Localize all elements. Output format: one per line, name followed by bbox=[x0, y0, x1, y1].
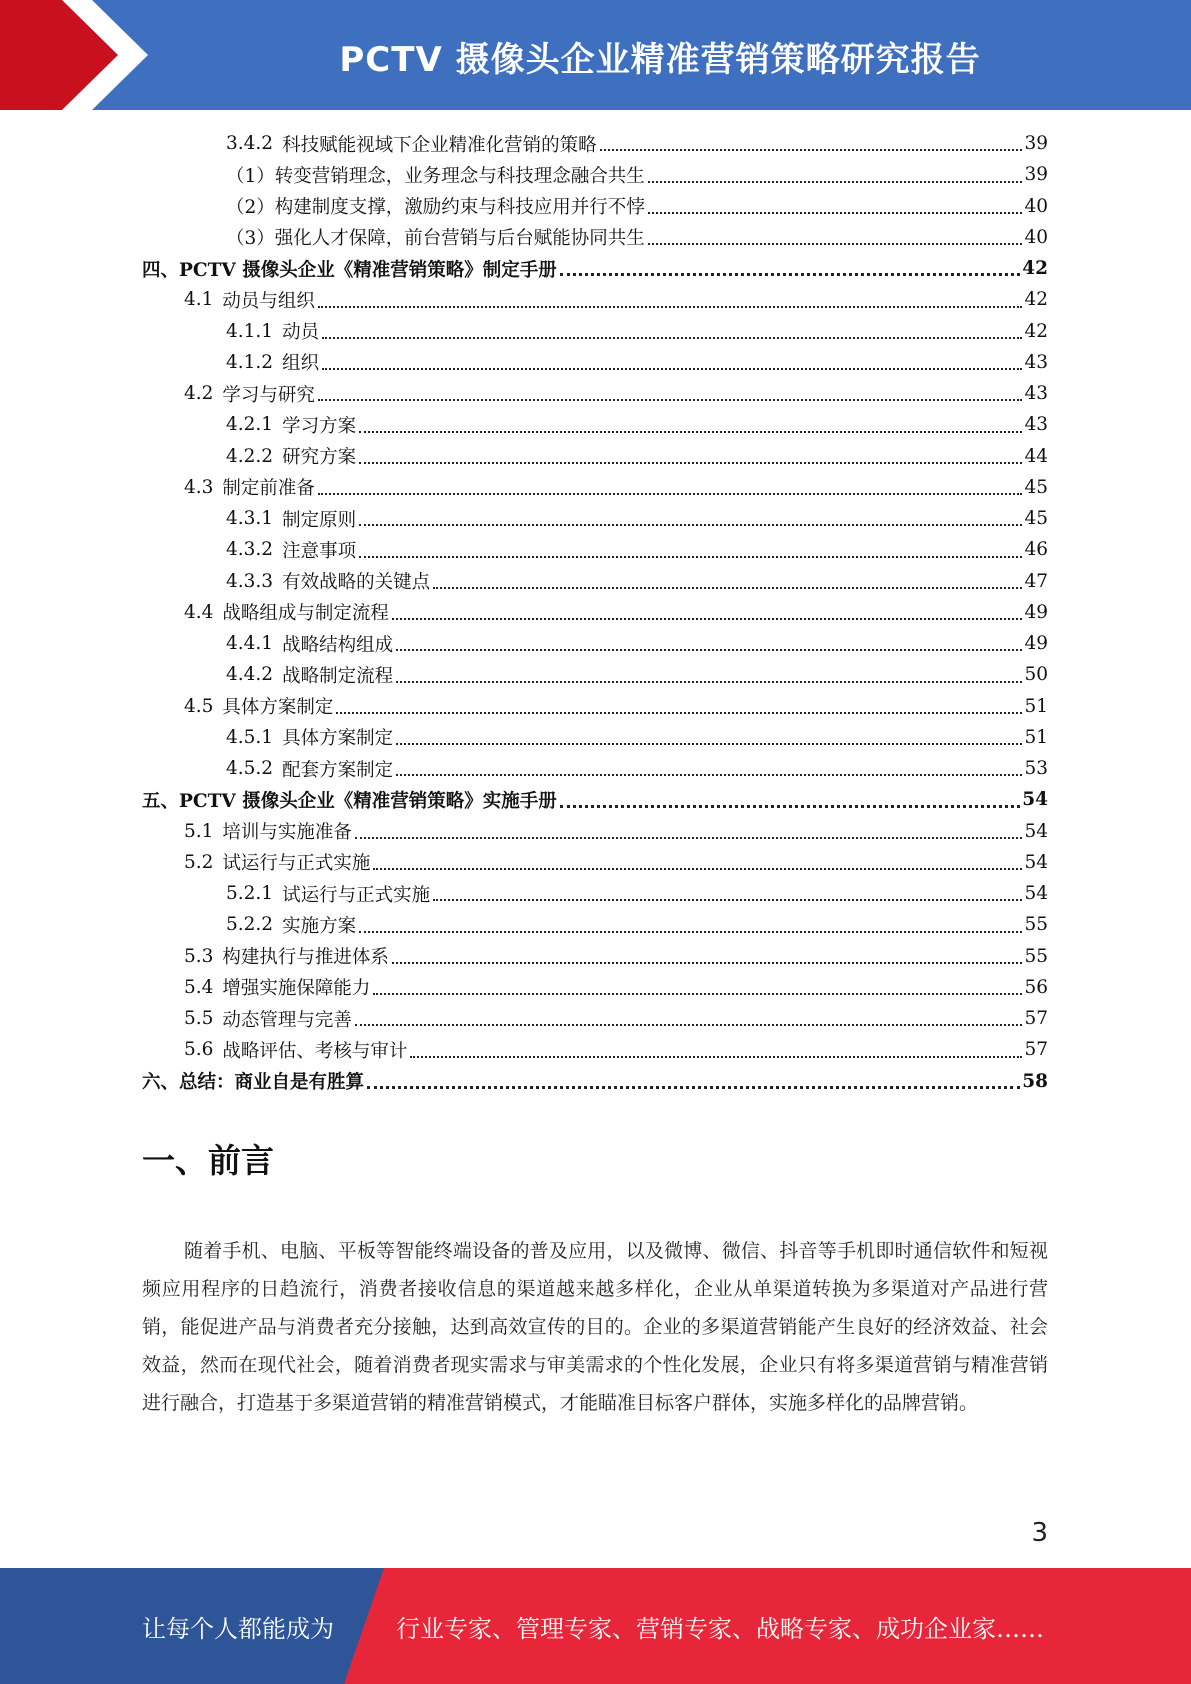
toc-entry-number: 4.3.3 bbox=[226, 570, 274, 592]
toc-entry-page: 43 bbox=[1024, 414, 1048, 436]
toc-dot-leader bbox=[367, 1086, 1020, 1089]
toc-dot-leader bbox=[359, 431, 1022, 433]
toc-entry-title: 战略组成与制定流程 bbox=[222, 603, 389, 625]
toc-entry[interactable] bbox=[142, 128, 1048, 159]
toc-entry-page: 55 bbox=[1024, 914, 1048, 936]
toc-entry[interactable] bbox=[142, 566, 1048, 597]
toc-entry-title: 战略制定流程 bbox=[282, 665, 394, 687]
toc-entry-title: 试运行与正式实施 bbox=[282, 884, 431, 906]
toc-entry-title: （2）构建制度支撑，激励约束与科技应用并行不悖 bbox=[226, 197, 645, 219]
toc-entry-page: 39 bbox=[1024, 164, 1048, 186]
page-header bbox=[0, 0, 1191, 110]
toc-entry-number: 4.4.1 bbox=[226, 633, 274, 655]
toc-entry[interactable] bbox=[142, 316, 1048, 347]
toc-entry-page: 57 bbox=[1024, 1008, 1048, 1030]
toc-entry-number: 4.3 bbox=[184, 476, 214, 498]
toc-entry-title: 学习方案 bbox=[282, 415, 357, 437]
toc-entry-title: 动员与组织 bbox=[222, 290, 315, 312]
toc-entry-page: 40 bbox=[1024, 226, 1048, 248]
toc-dot-leader bbox=[322, 368, 1022, 370]
page-footer bbox=[0, 1568, 1191, 1684]
table-of-contents bbox=[142, 128, 1048, 1097]
toc-entry[interactable] bbox=[142, 691, 1048, 722]
toc-entry-number: 4.3.1 bbox=[226, 508, 274, 530]
toc-entry[interactable] bbox=[142, 628, 1048, 659]
toc-entry[interactable] bbox=[142, 722, 1048, 753]
toc-entry-page: 42 bbox=[1022, 258, 1048, 280]
toc-entry-number: 4.5 bbox=[184, 695, 214, 717]
toc-dot-leader bbox=[318, 399, 1023, 401]
toc-entry-title: 动态管理与完善 bbox=[222, 1009, 352, 1031]
toc-entry-page: 47 bbox=[1024, 570, 1048, 592]
toc-dot-leader bbox=[359, 556, 1022, 558]
toc-entry[interactable] bbox=[142, 1034, 1048, 1065]
toc-entry-title: （1）转变营销理念，业务理念与科技理念融合共生 bbox=[226, 165, 645, 187]
toc-dot-leader bbox=[392, 962, 1023, 964]
toc-entry-title: 增强实施保障能力 bbox=[222, 978, 371, 1000]
toc-entry-title: 具体方案制定 bbox=[222, 697, 334, 719]
toc-entry-page: 45 bbox=[1024, 508, 1048, 530]
toc-entry-page: 49 bbox=[1024, 601, 1048, 623]
toc-entry-title: 构建执行与推进体系 bbox=[222, 947, 389, 969]
toc-entry[interactable] bbox=[142, 941, 1048, 972]
toc-entry-title: 具体方案制定 bbox=[282, 728, 394, 750]
toc-entry-number: 4.5.1 bbox=[226, 726, 274, 748]
toc-dot-leader bbox=[396, 774, 1022, 776]
toc-entry-title: 实施方案 bbox=[282, 915, 357, 937]
section-heading: 一、前言 bbox=[142, 1141, 274, 1180]
toc-dot-leader bbox=[359, 931, 1022, 933]
toc-entry-number: 4.2.2 bbox=[226, 445, 274, 467]
toc-entry-page: 40 bbox=[1024, 195, 1048, 217]
toc-entry-title: 研究方案 bbox=[282, 447, 357, 469]
toc-entry-page: 44 bbox=[1024, 445, 1048, 467]
toc-entry-number: 4.2.1 bbox=[226, 414, 274, 436]
toc-dot-leader bbox=[560, 805, 1021, 808]
toc-entry-title: 制定前准备 bbox=[222, 478, 315, 500]
toc-entry-number: 5.4 bbox=[184, 976, 214, 998]
toc-entry-title: 五、PCTV 摄像头企业《精准营销策略》实施手册 bbox=[142, 790, 557, 812]
toc-entry-number: 5.2.1 bbox=[226, 883, 274, 905]
toc-entry-title: 配套方案制定 bbox=[282, 759, 394, 781]
body-paragraph: 随着手机、电脑、平板等智能终端设备的普及应用，以及微博、微信、抖音等手机即时通信软件和短视频应用程序的日趋流行，消费者接收信息的渠道越来越多样化，企业从单渠道转换为多渠道对产品进行营销，能促进产品与消费者充分接触，达到高效宣传的目的。企业的多渠道营销能产生良好的经济效益、社会效益，然而在现代社会，随着消费者现实需求与审美需求的个性化发展，企业只有将多渠道营销与精准营销进行融合，打造基于多渠道营销的精准营销模式，才能瞄准目标客户群体，实施多样化的品牌营销。 bbox=[142, 1240, 1048, 1414]
toc-entry-title: 科技赋能视域下企业精准化营销的策略 bbox=[282, 134, 597, 156]
toc-entry[interactable] bbox=[142, 472, 1048, 503]
toc-dot-leader bbox=[396, 649, 1022, 651]
toc-entry-number: 4.4.2 bbox=[226, 664, 274, 686]
toc-entry[interactable] bbox=[142, 378, 1048, 409]
toc-dot-leader bbox=[392, 618, 1023, 620]
toc-entry-title: 培训与实施准备 bbox=[222, 822, 352, 844]
toc-entry[interactable] bbox=[142, 753, 1048, 784]
toc-dot-leader bbox=[355, 837, 1023, 839]
toc-entry-title: 学习与研究 bbox=[222, 384, 315, 406]
toc-dot-leader bbox=[373, 993, 1022, 995]
toc-entry-number: 5.5 bbox=[184, 1008, 214, 1030]
toc-entry-number: 5.3 bbox=[184, 945, 214, 967]
toc-dot-leader bbox=[560, 273, 1021, 276]
toc-entry-page: 55 bbox=[1024, 945, 1048, 967]
toc-entry-title: 四、PCTV 摄像头企业《精准营销策略》制定手册 bbox=[142, 259, 557, 281]
toc-entry-number: 3.4.2 bbox=[226, 133, 274, 155]
document-title: PCTV 摄像头企业精准营销策略研究报告 bbox=[339, 39, 981, 80]
toc-entry-number: 4.5.2 bbox=[226, 758, 274, 780]
toc-entry[interactable] bbox=[142, 222, 1048, 253]
toc-entry-title: 组织 bbox=[282, 353, 320, 375]
toc-dot-leader bbox=[648, 212, 1023, 214]
toc-dot-leader bbox=[359, 524, 1022, 526]
toc-entry-page: 46 bbox=[1024, 539, 1048, 561]
toc-entry-number: 4.2 bbox=[184, 383, 214, 405]
toc-dot-leader bbox=[373, 868, 1022, 870]
toc-entry-page: 43 bbox=[1024, 383, 1048, 405]
toc-dot-leader bbox=[433, 587, 1022, 589]
toc-entry-number: 5.2 bbox=[184, 851, 214, 873]
toc-dot-leader bbox=[355, 1024, 1023, 1026]
toc-entry[interactable] bbox=[142, 1003, 1048, 1034]
toc-entry[interactable] bbox=[142, 191, 1048, 222]
toc-dot-leader bbox=[396, 681, 1022, 683]
toc-dot-leader bbox=[396, 743, 1022, 745]
toc-entry-title: 有效战略的关键点 bbox=[282, 572, 431, 594]
toc-dot-leader bbox=[600, 149, 1023, 151]
toc-entry-page: 54 bbox=[1024, 820, 1048, 842]
toc-entry-page: 58 bbox=[1022, 1070, 1048, 1092]
toc-entry[interactable] bbox=[142, 284, 1048, 315]
toc-dot-leader bbox=[318, 306, 1023, 308]
toc-entry[interactable] bbox=[142, 409, 1048, 440]
toc-entry-number: 4.4 bbox=[184, 601, 214, 623]
toc-entry-page: 54 bbox=[1024, 851, 1048, 873]
toc-entry-number: 4.1.1 bbox=[226, 320, 274, 342]
toc-dot-leader bbox=[318, 493, 1023, 495]
toc-entry-title: 试运行与正式实施 bbox=[222, 853, 371, 875]
toc-entry-title: 动员 bbox=[282, 322, 320, 344]
toc-entry-title: 六、总结：商业自是有胜算 bbox=[142, 1072, 365, 1094]
toc-entry-page: 45 bbox=[1024, 476, 1048, 498]
toc-entry-page: 53 bbox=[1024, 758, 1048, 780]
toc-dot-leader bbox=[648, 243, 1023, 245]
toc-entry-page: 51 bbox=[1024, 695, 1048, 717]
toc-entry-number: 4.3.2 bbox=[226, 539, 274, 561]
toc-entry-page: 49 bbox=[1024, 633, 1048, 655]
toc-entry-page: 54 bbox=[1024, 883, 1048, 905]
toc-entry[interactable] bbox=[142, 847, 1048, 878]
toc-entry-title: 战略结构组成 bbox=[282, 634, 394, 656]
toc-entry-page: 42 bbox=[1024, 320, 1048, 342]
toc-entry-page: 56 bbox=[1024, 976, 1048, 998]
footer-slogan-left: 让每个人都能成为 bbox=[142, 1614, 334, 1643]
toc-dot-leader bbox=[648, 181, 1023, 183]
toc-dot-leader bbox=[322, 337, 1022, 339]
page-number: 3 bbox=[1031, 1518, 1048, 1548]
toc-entry[interactable] bbox=[142, 784, 1048, 815]
toc-entry-title: 注意事项 bbox=[282, 540, 357, 562]
toc-entry[interactable] bbox=[142, 534, 1048, 565]
toc-entry[interactable] bbox=[142, 1066, 1048, 1097]
toc-entry-page: 54 bbox=[1022, 789, 1048, 811]
toc-entry[interactable] bbox=[142, 159, 1048, 190]
toc-entry-number: 5.6 bbox=[184, 1039, 214, 1061]
header-arrow-decoration bbox=[0, 0, 260, 110]
toc-entry[interactable] bbox=[142, 878, 1048, 909]
toc-entry[interactable] bbox=[142, 503, 1048, 534]
toc-entry-page: 43 bbox=[1024, 351, 1048, 373]
toc-entry[interactable] bbox=[142, 909, 1048, 940]
toc-entry-number: 4.1.2 bbox=[226, 351, 274, 373]
toc-entry-page: 57 bbox=[1024, 1039, 1048, 1061]
toc-entry[interactable] bbox=[142, 253, 1048, 284]
toc-dot-leader bbox=[336, 712, 1022, 714]
toc-entry-page: 51 bbox=[1024, 726, 1048, 748]
toc-entry[interactable] bbox=[142, 972, 1048, 1003]
toc-entry[interactable] bbox=[142, 816, 1048, 847]
footer-slogan-right: 行业专家、管理专家、营销专家、战略专家、成功企业家…… bbox=[396, 1614, 1044, 1643]
toc-entry-page: 39 bbox=[1024, 133, 1048, 155]
toc-dot-leader bbox=[433, 899, 1022, 901]
toc-entry-number: 5.1 bbox=[184, 820, 214, 842]
toc-entry-title: 制定原则 bbox=[282, 509, 357, 531]
toc-entry-title: （3）强化人才保障，前台营销与后台赋能协同共生 bbox=[226, 228, 645, 250]
toc-entry[interactable] bbox=[142, 597, 1048, 628]
toc-entry[interactable] bbox=[142, 441, 1048, 472]
toc-entry-page: 42 bbox=[1024, 289, 1048, 311]
toc-entry-page: 50 bbox=[1024, 664, 1048, 686]
toc-dot-leader bbox=[410, 1056, 1022, 1058]
toc-entry-title: 战略评估、考核与审计 bbox=[222, 1040, 408, 1062]
toc-entry-number: 5.2.2 bbox=[226, 914, 274, 936]
toc-entry[interactable] bbox=[142, 659, 1048, 690]
toc-entry[interactable] bbox=[142, 347, 1048, 378]
toc-dot-leader bbox=[359, 462, 1022, 464]
toc-entry-number: 4.1 bbox=[184, 289, 214, 311]
